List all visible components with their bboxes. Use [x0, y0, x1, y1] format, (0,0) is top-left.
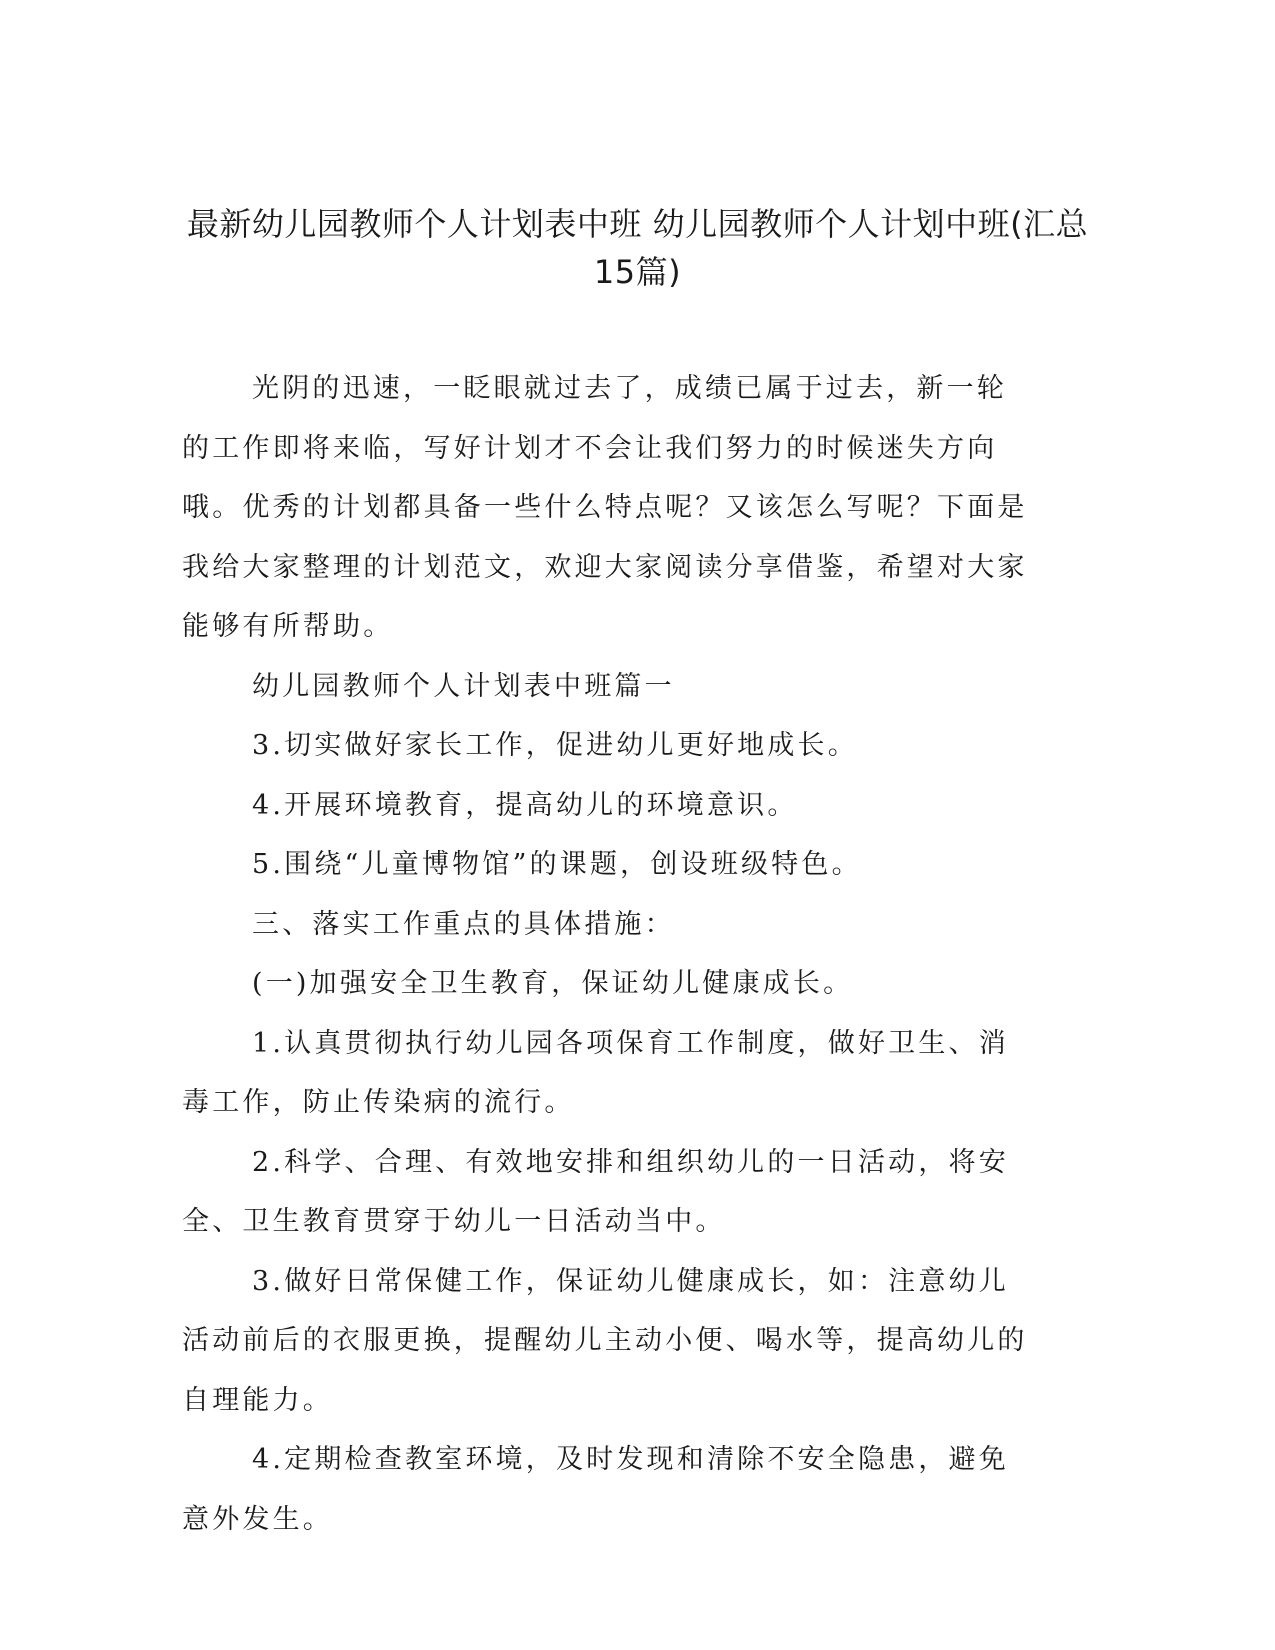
section-heading: 幼儿园教师个人计划表中班篇一: [252, 670, 675, 702]
document-body: [182, 359, 1037, 1549]
intro-paragraph: 光阴的迅速，一眨眼就过去了，成绩已属于过去，新一轮的工作即将来临，写好计划才不会让我们努力的时候迷失方向哦。优秀的计划都具备一些什么特点呢？又该怎么写呢？下面是我给大家整理的计划范文，欢迎大家阅读分享借鉴，希望对大家能够有所帮助。: [182, 373, 1028, 642]
list-item: 4.开展环境教育，提高幼儿的环境意识。: [252, 789, 798, 821]
list-item: 2.科学、合理、有效地安排和组织幼儿的一日活动，将安全、卫生教育贯穿于幼儿一日活动当中。: [182, 1146, 1009, 1237]
list-item: 4.定期检查教室环境，及时发现和清除不安全隐患，避免意外发生。: [182, 1444, 1009, 1535]
list-item: 3.切实做好家长工作，促进幼儿更好地成长。: [252, 730, 858, 761]
section-heading: 三、落实工作重点的具体措施：: [252, 908, 675, 940]
document-title: 最新幼儿园教师个人计划表中班 幼儿园教师个人计划中班(汇总15篇): [186, 205, 1089, 291]
list-item: 5.围绕“儿童博物馆”的课题，创设班级特色。: [252, 849, 862, 880]
subsection-heading: (一)加强安全卫生教育，保证幼儿健康成长。: [252, 968, 854, 999]
list-item: 3.做好日常保健工作，保证幼儿健康成长，如：注意幼儿活动前后的衣服更换，提醒幼儿主动小便、喝水等，提高幼儿的自理能力。: [182, 1265, 1028, 1416]
list-item: 1.认真贯彻执行幼儿园各项保育工作制度，做好卫生、消毒工作，防止传染病的流行。: [182, 1027, 1009, 1118]
